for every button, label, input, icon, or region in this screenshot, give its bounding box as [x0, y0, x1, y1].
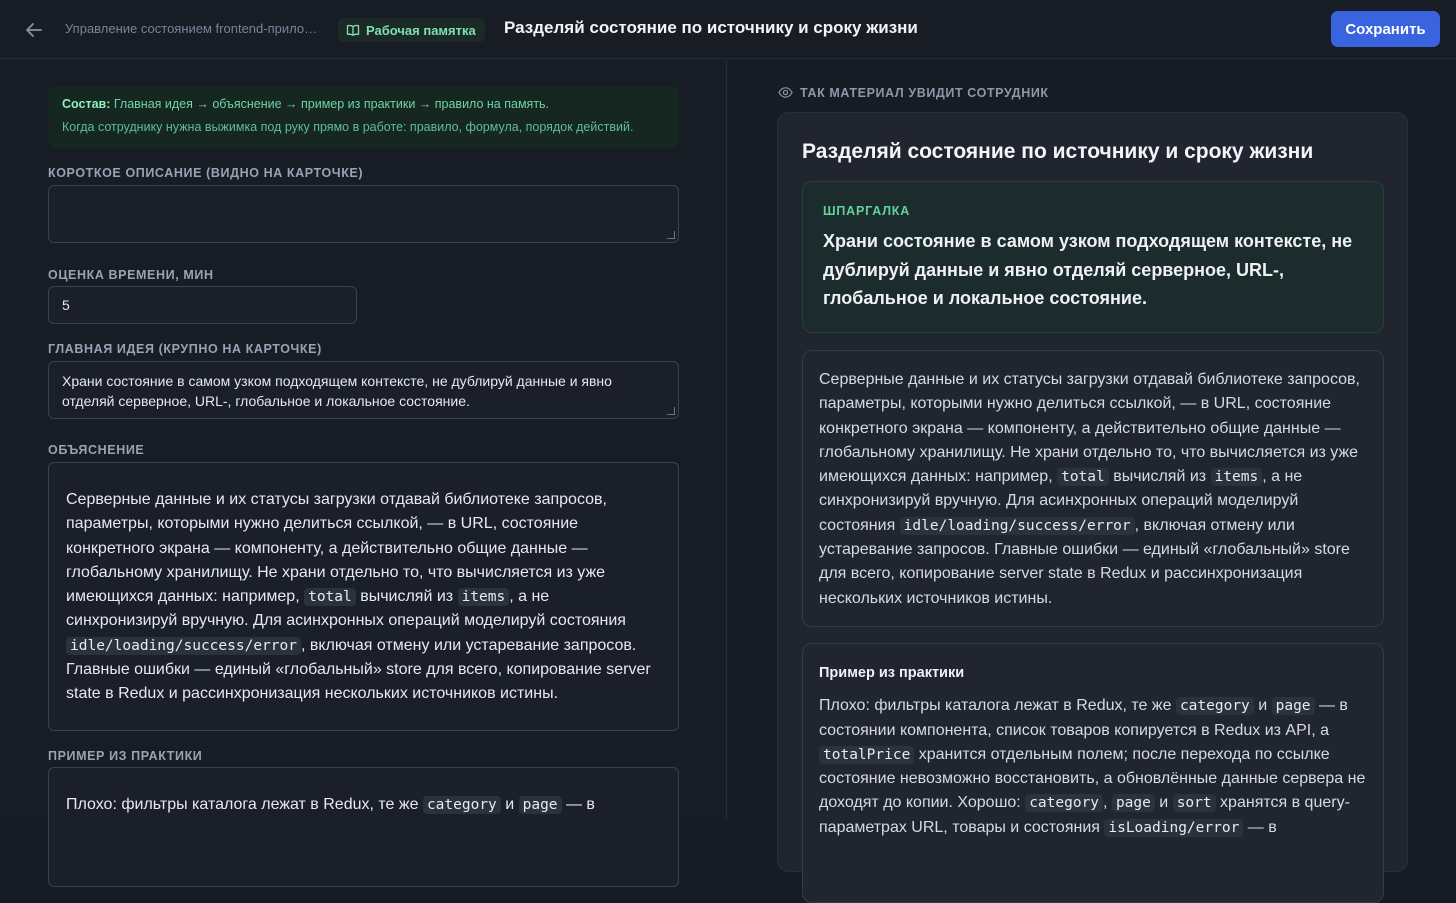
- text-run: и: [500, 796, 519, 813]
- inline-code: totalPrice: [819, 746, 914, 764]
- breadcrumb[interactable]: Управление состоянием frontend-прило…: [65, 21, 318, 36]
- hint-usage: Когда сотруднику нужна выжимка под руку прямо в работе: правило, формула, порядок действий.: [62, 120, 634, 134]
- inline-code: sort: [1173, 794, 1216, 812]
- hint-structure-text: Главная идея → объяснение → пример из практики → правило на память.: [110, 97, 550, 111]
- explanation-editor[interactable]: [48, 462, 679, 731]
- preview-explanation-text: [803, 351, 1383, 628]
- preview-explanation: [802, 350, 1384, 627]
- text-run: , включая отмену или устаревание запросов. Главные ошибки — единый «глобальный» store для всего, копирование server state в Redux и рассинхронизация нескольких источников истины.: [819, 516, 1350, 607]
- cheat-sheet-text: Храни состояние в самом узком подходящем контексте, не дублируй данные и явно отделяй серверное, URL-, глобальное и локальное состояние.: [823, 231, 1353, 308]
- main-idea-input[interactable]: [48, 361, 679, 419]
- text-run: хранятся в query-параметрах URL, товары и состояния: [819, 794, 1350, 836]
- example-label: ПРИМЕР ИЗ ПРАКТИКИ: [48, 749, 203, 763]
- inline-code: page: [1112, 794, 1155, 812]
- example-text: [49, 768, 678, 842]
- text-run: вычисляй из: [1108, 468, 1211, 486]
- explanation-text: [49, 463, 678, 732]
- inline-code: idle/loading/success/error: [66, 637, 301, 655]
- hint-structure: [62, 97, 665, 111]
- back-button[interactable]: [20, 16, 48, 44]
- explanation-label: ОБЪЯСНЕНИЕ: [48, 443, 145, 457]
- resize-handle-icon[interactable]: [667, 231, 675, 239]
- time-estimate-label: ОЦЕНКА ВРЕМЕНИ, МИН: [48, 268, 214, 282]
- book-open-icon: [346, 23, 360, 37]
- inline-code: items: [458, 588, 510, 606]
- text-run: ,: [1103, 794, 1112, 812]
- text-run: хранится отдельным полем; после перехода по ссылке состояние невозможно восстановить, а обновлённые данные сервера не доходят до копии. Хорошо:: [819, 745, 1366, 812]
- preview-label-text: ТАК МАТЕРИАЛ УВИДИТ СОТРУДНИК: [800, 85, 1049, 100]
- main-idea-value: Храни состояние в самом узком подходящем контексте, не дублируй данные и явно отделяй серверное, URL-, глобальное и локальное состояние.: [62, 373, 612, 409]
- inline-code: page: [519, 796, 562, 814]
- text-run: и: [1253, 697, 1272, 715]
- text-run: , а не синхронизируй вручную. Для асинхронных операций моделируй состояния: [819, 468, 1303, 534]
- inline-code: page: [1272, 697, 1315, 715]
- text-run: вычисляй из: [355, 588, 458, 606]
- inline-code: category: [1025, 794, 1103, 812]
- short-description-label: КОРОТКОЕ ОПИСАНИЕ (ВИДНО НА КАРТОЧКЕ): [48, 166, 364, 180]
- inline-code: category: [1176, 697, 1254, 715]
- structure-hint: [48, 86, 679, 148]
- text-run: Плохо: фильтры каталога лежат в Redux, те же: [819, 697, 1176, 715]
- text-run: — в состоянии компонента, список товаров копируется в Redux из API, а: [819, 697, 1348, 739]
- inline-code: category: [423, 796, 501, 814]
- text-run: , включая отмену или устаревание запросов. Главные ошибки — единый «глобальный» store для всего, копирование server state в Redux и рассинхронизация нескольких источников истины.: [66, 636, 651, 703]
- text-run: Серверные данные и их статусы загрузки отдавай библиотеке запросов, параметры, которыми нужно делиться ссылкой, — в URL, состояние конкретного экрана — компоненту, а действительно общие данные — глобальному хранилищу. Не храни отдельно то, что вычисляется из уже имеющихся данных: например,: [819, 371, 1360, 486]
- text-run: — в: [1243, 818, 1277, 836]
- eye-icon: [778, 85, 793, 100]
- preview-example: [802, 643, 1384, 903]
- text-run: Плохо: фильтры каталога лежат в Redux, те же: [66, 796, 423, 813]
- main-idea-label: ГЛАВНАЯ ИДЕЯ (КРУПНО НА КАРТОЧКЕ): [48, 342, 322, 356]
- inline-code: items: [1211, 468, 1263, 486]
- arrow-left-icon: [24, 20, 44, 40]
- text-run: и: [1154, 794, 1173, 812]
- hint-prefix: Состав:: [62, 97, 111, 111]
- text-run: , а не синхронизируй вручную. Для асинхронных операций моделируй состояния: [66, 588, 626, 630]
- preview-label: [778, 85, 1049, 100]
- short-description-input[interactable]: [48, 185, 679, 243]
- editor-pane: [0, 60, 727, 821]
- resize-handle-icon[interactable]: [667, 407, 675, 415]
- preview-card: [777, 112, 1408, 872]
- inline-code: isLoading/error: [1104, 819, 1243, 837]
- inline-code: total: [1057, 468, 1109, 486]
- badge-label: Рабочая памятка: [366, 22, 476, 38]
- inline-code: idle/loading/success/error: [900, 517, 1135, 535]
- preview-pane: [728, 60, 1456, 836]
- preview-example-text: [819, 694, 1367, 840]
- text-run: — в: [561, 796, 595, 813]
- page-title: Разделяй состояние по источнику и сроку жизни: [504, 18, 918, 37]
- save-button[interactable]: Сохранить: [1331, 11, 1440, 47]
- cheat-sheet-label: ШПАРГАЛКА: [823, 204, 911, 218]
- cheat-sheet-block: [802, 181, 1384, 333]
- preview-example-body: [803, 644, 1383, 857]
- preview-example-heading: Пример из практики: [819, 665, 965, 681]
- text-run: Серверные данные и их статусы загрузки отдавай библиотеке запросов, параметры, которыми нужно делиться ссылкой, — в URL, состояние конкретного экрана — компоненту, а действительно общие данные — глобальному хранилищу. Не храни отдельно то, что вычисляется из уже имеющихся данных: например,: [66, 491, 607, 606]
- top-bar: [0, 0, 1456, 59]
- example-editor[interactable]: [48, 767, 679, 887]
- preview-title: Разделяй состояние по источнику и сроку жизни: [802, 140, 1314, 163]
- time-estimate-input[interactable]: 5: [48, 286, 357, 324]
- inline-code: total: [304, 588, 356, 606]
- material-type-badge: [338, 18, 485, 42]
